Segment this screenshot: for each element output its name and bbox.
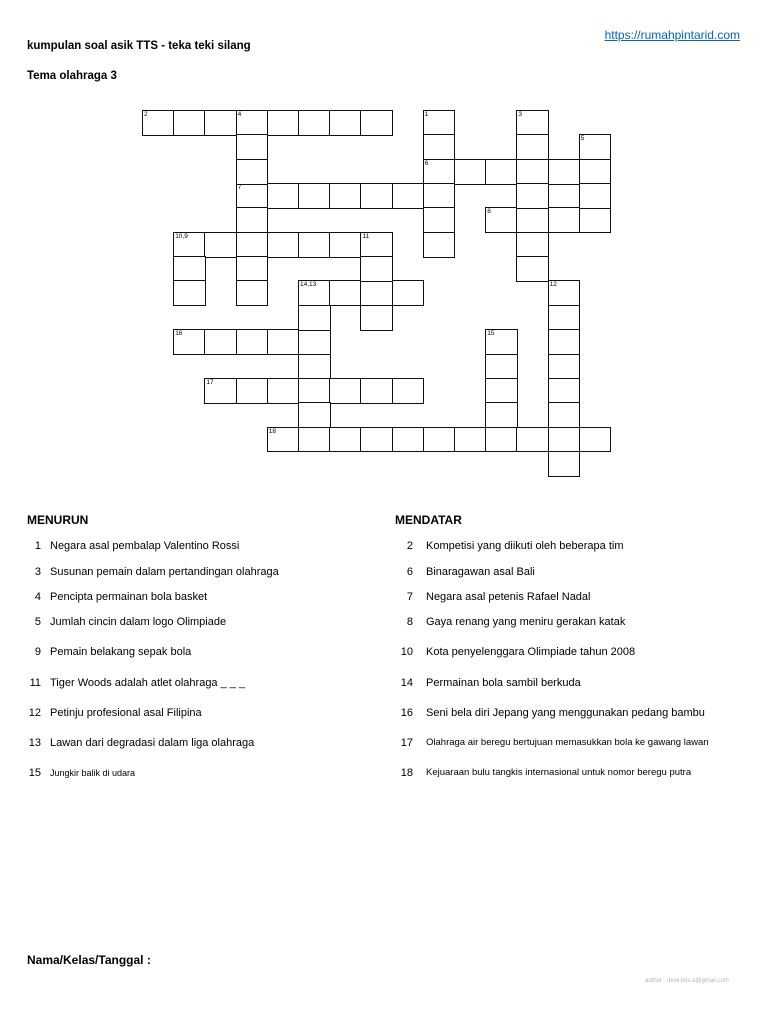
grid-cell — [298, 402, 331, 428]
grid-cell — [579, 183, 612, 209]
cell-number-label: 2 — [144, 111, 148, 118]
clue-text: Kota penyelenggara Olimpiade tahun 2008 — [426, 646, 636, 658]
grid-cell — [298, 232, 331, 258]
grid-cell — [516, 159, 549, 185]
clue-text: Kejuaraan bulu tangkis internasional untuk nomor beregu putra — [426, 767, 692, 778]
grid-cell — [236, 280, 269, 306]
clue-text: Olahraga air beregu bertujuan memasukkan bola ke gawang lawan — [426, 737, 709, 748]
grid-cell — [392, 378, 425, 404]
cell-number-label: 18 — [268, 427, 277, 435]
across-section-title: MENDATAR — [395, 513, 462, 527]
down-clue — [27, 676, 387, 690]
grid-cell — [392, 183, 425, 209]
grid-cell — [579, 207, 612, 233]
down-clue — [27, 539, 387, 553]
cell-number-label: 7 — [237, 184, 242, 192]
grid-cell — [516, 256, 549, 282]
grid-cell — [329, 232, 362, 258]
grid-cell — [298, 378, 331, 404]
clue-text: Binaragawan asal Bali — [426, 566, 535, 578]
grid-cell — [454, 159, 487, 185]
cell-number-label: 3 — [518, 111, 523, 118]
cell-number-label: 12 — [549, 281, 557, 289]
website-link[interactable]: https://rumahpintarid.com — [604, 28, 740, 42]
grid-cell — [423, 159, 456, 185]
theme-subtitle: Tema olahraga 3 — [27, 70, 117, 82]
across-clue — [399, 565, 759, 579]
grid-cell — [579, 134, 612, 160]
down-clue — [27, 736, 387, 750]
grid-cell — [485, 402, 518, 428]
grid-cell — [360, 232, 393, 258]
grid-cell — [516, 207, 549, 233]
grid-cell — [548, 207, 581, 233]
across-clue — [399, 645, 759, 659]
across-clue — [399, 766, 759, 780]
grid-cell — [329, 378, 362, 404]
clue-number: 8 — [406, 616, 413, 628]
across-clue — [399, 736, 759, 750]
clue-text: Pemain belakang sepak bola — [50, 646, 192, 658]
grid-cell — [298, 280, 331, 306]
grid-cell — [236, 159, 269, 185]
grid-cell — [236, 378, 269, 404]
grid-cell — [485, 207, 518, 233]
clue-number: 15 — [28, 767, 41, 779]
clue-text: Seni bela diri Jepang yang menggunakan pedang bambu — [426, 707, 705, 719]
grid-cell — [516, 427, 549, 453]
clue-text: Kompetisi yang diikuti oleh beberapa tim — [426, 540, 624, 552]
cell-number-label: 16 — [175, 330, 183, 338]
clue-number: 12 — [28, 707, 41, 719]
clue-number: 11 — [29, 677, 41, 689]
cell-number-label: 1 — [424, 111, 429, 118]
cell-number-label: 10,9 — [175, 232, 188, 240]
grid-cell — [329, 427, 362, 453]
clue-text: Tiger Woods adalah atlet olahraga _ _ _ — [50, 677, 246, 689]
clue-text: Negara asal petenis Rafael Nadal — [426, 591, 591, 603]
grid-cell — [236, 207, 269, 233]
cell-number-label: 14,13 — [300, 281, 317, 289]
down-clue — [27, 706, 387, 720]
down-clue — [27, 766, 387, 780]
grid-cell — [267, 110, 300, 136]
grid-cell — [236, 183, 269, 209]
grid-cell — [579, 427, 612, 453]
across-clue — [399, 615, 759, 629]
grid-cell — [579, 159, 612, 185]
grid-cell — [516, 232, 549, 258]
clue-number: 5 — [34, 616, 41, 628]
cell-number-label: 4 — [237, 111, 242, 118]
grid-cell — [298, 354, 331, 380]
grid-cell — [548, 329, 581, 355]
grid-cell — [360, 110, 393, 136]
clue-number: 13 — [28, 737, 41, 749]
grid-cell — [360, 378, 393, 404]
clue-text: Lawan dari degradasi dalam liga olahraga — [50, 737, 255, 749]
grid-cell — [236, 110, 269, 136]
down-clue — [27, 615, 387, 629]
grid-cell — [548, 378, 581, 404]
grid-cell — [516, 110, 549, 136]
cell-number-label: 11 — [362, 232, 370, 240]
down-section-title: MENURUN — [27, 513, 89, 527]
grid-cell — [548, 451, 581, 477]
clue-number: 9 — [34, 646, 41, 658]
grid-cell — [267, 427, 300, 453]
clue-text: Jungkir balik di udara — [50, 768, 136, 778]
grid-cell — [360, 305, 393, 331]
cell-number-label: 5 — [580, 135, 585, 143]
grid-cell — [423, 134, 456, 160]
grid-cell — [485, 378, 518, 404]
grid-cell — [423, 110, 456, 136]
grid-cell — [204, 232, 237, 258]
grid-cell — [173, 110, 206, 136]
grid-cell — [392, 280, 425, 306]
grid-cell — [236, 232, 269, 258]
down-clue — [27, 645, 387, 659]
across-clue — [399, 706, 759, 720]
grid-cell — [142, 110, 175, 136]
grid-cell — [548, 305, 581, 331]
grid-cell — [548, 402, 581, 428]
grid-cell — [298, 183, 331, 209]
grid-cell — [236, 329, 269, 355]
clue-number: 2 — [406, 540, 413, 552]
clue-text: Susunan pemain dalam pertandingan olahraga — [50, 566, 279, 578]
grid-cell — [548, 280, 581, 306]
grid-cell — [204, 110, 237, 136]
grid-cell — [267, 232, 300, 258]
name-class-date-label: Nama/Kelas/Tanggal : — [27, 953, 151, 967]
grid-cell — [298, 427, 331, 453]
clue-number: 18 — [400, 767, 413, 779]
clue-number: 16 — [400, 707, 413, 719]
grid-cell — [548, 354, 581, 380]
across-clue — [399, 590, 759, 604]
grid-cell — [173, 256, 206, 282]
grid-cell — [173, 329, 206, 355]
grid-cell — [204, 329, 237, 355]
clue-number: 4 — [34, 591, 41, 603]
cell-number-label: 6 — [424, 159, 429, 167]
across-clue — [399, 539, 759, 553]
grid-cell — [516, 183, 549, 209]
clue-text: Permainan bola sambil berkuda — [426, 677, 581, 689]
down-clue — [27, 565, 387, 579]
cell-number-label: 8 — [487, 208, 491, 216]
grid-cell — [329, 280, 362, 306]
cell-number-label: 15 — [487, 330, 495, 338]
grid-cell — [423, 207, 456, 233]
grid-cell — [360, 427, 393, 453]
grid-cell — [173, 280, 206, 306]
grid-cell — [298, 110, 331, 136]
grid-cell — [485, 329, 518, 355]
grid-cell — [423, 427, 456, 453]
grid-cell — [548, 159, 581, 185]
across-clue — [399, 676, 759, 690]
clue-text: Pencipta permainan bola basket — [50, 591, 208, 603]
grid-cell — [454, 427, 487, 453]
grid-cell — [267, 378, 300, 404]
grid-cell — [204, 378, 237, 404]
grid-cell — [548, 427, 581, 453]
clue-text: Petinju profesional asal Filipina — [50, 707, 202, 719]
grid-cell — [392, 427, 425, 453]
grid-cell — [485, 159, 518, 185]
grid-cell — [485, 354, 518, 380]
grid-cell — [485, 427, 518, 453]
cell-number-label: 17 — [206, 378, 214, 386]
page-title: kumpulan soal asik TTS - teka teki silang — [27, 40, 251, 52]
grid-cell — [360, 280, 393, 306]
grid-cell — [423, 232, 456, 258]
down-clue — [27, 590, 387, 604]
grid-cell — [236, 134, 269, 160]
clue-number: 10 — [400, 646, 413, 658]
grid-cell — [267, 183, 300, 209]
clue-text: Negara asal pembalap Valentino Rossi — [50, 540, 240, 552]
grid-cell — [236, 256, 269, 282]
grid-cell — [516, 134, 549, 160]
grid-cell — [423, 183, 456, 209]
grid-cell — [329, 110, 362, 136]
grid-cell — [360, 183, 393, 209]
author-credit: author : dewi.kris.a@gmail.com — [645, 978, 729, 984]
clue-number: 14 — [400, 677, 413, 689]
grid-cell — [173, 232, 206, 258]
clue-number: 3 — [34, 566, 41, 578]
grid-cell — [329, 183, 362, 209]
clue-number: 7 — [406, 591, 413, 603]
grid-cell — [267, 329, 300, 355]
clue-text: Jumlah cincin dalam logo Olimpiade — [50, 616, 227, 628]
clue-text: Gaya renang yang meniru gerakan katak — [426, 616, 626, 628]
grid-cell — [298, 329, 331, 355]
clue-number: 17 — [400, 737, 413, 749]
grid-cell — [360, 256, 393, 282]
clue-number: 1 — [34, 540, 41, 552]
clue-number: 6 — [406, 566, 413, 578]
crossword-grid — [142, 110, 612, 478]
grid-cell — [298, 305, 331, 331]
